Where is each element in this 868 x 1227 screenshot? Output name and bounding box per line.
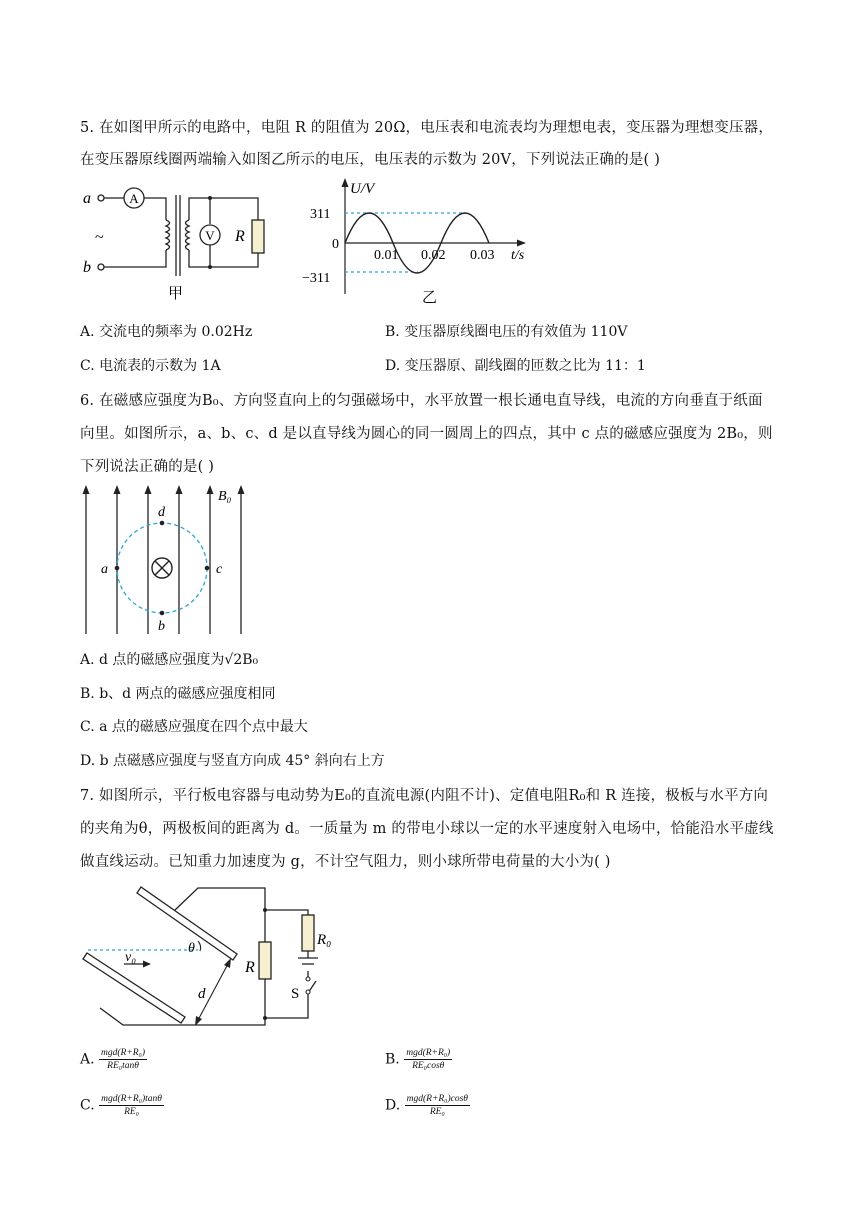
terminal-b-label: b xyxy=(83,259,91,276)
q6-magnetic-field-figure xyxy=(80,484,255,636)
ac-source-symbol: ~ xyxy=(95,229,104,246)
graph-x-axis-label: t/s xyxy=(511,248,525,263)
point-d-label: d xyxy=(158,505,165,520)
q7-stem-line2: 的夹角为θ，两极板间的距离为 d。一质量为 m 的带电小球以一定的水平速度射入电场中，恰能沿水平虚线 xyxy=(80,821,774,837)
option-d-fraction: $\frac{\text{mgd(R+R₀)cosθ}}{\text{RE₀}}$ xyxy=(406,1094,468,1117)
graph-y-axis-label: U/V xyxy=(350,181,375,197)
q7-option-c: C. $\frac{\text{mgd(R+R₀)tanθ}}{\text{RE₀}}$ xyxy=(80,1094,162,1117)
q5-stem-line1: 5. 在如图甲所示的电路中，电阻 R 的阻值为 20Ω，电压表和电流表均为理想电表，变压器为理想变压器， xyxy=(80,120,774,136)
option-a-fraction: $\frac{\text{mgd(R+R₀)}}{\text{RE₀tanθ}}$ xyxy=(101,1048,146,1071)
graph-x-tick-3: 0.03 xyxy=(470,248,495,263)
q6-option-d: D. b 点磁感应强度与竖直方向成 45° 斜向右上方 xyxy=(80,753,385,769)
resistor-r0-label: R₀ xyxy=(317,932,332,948)
q5-stem-line2: 在变压器原线圈两端输入如图乙所示的电压，电压表的示数为 20V，下列说法正确的是( ) xyxy=(80,152,661,168)
q6-stem-line1: 6. 在磁感应强度为B₀、方向竖直向上的匀强磁场中，水平放置一根长通电直导线，电流的方向垂直于纸面 xyxy=(80,393,763,409)
figure-yi-caption: 乙 xyxy=(422,290,438,306)
point-a-label: a xyxy=(101,562,108,577)
q6-option-c: C. a 点的磁感应强度在四个点中最大 xyxy=(80,719,308,735)
option-b-fraction: $\frac{\text{mgd(R+R₀)}}{\text{RE₀cosθ}}$ xyxy=(406,1048,451,1071)
q5-circuit-figure xyxy=(80,180,280,305)
voltmeter-label: V xyxy=(205,228,215,243)
distance-d-label: d xyxy=(198,986,206,1002)
resistor-r-label: R xyxy=(235,228,245,245)
velocity-v0-label: v₀ xyxy=(125,950,137,965)
q6-option-a: A. d 点的磁感应强度为√2B₀ xyxy=(80,652,259,668)
angle-theta-label: θ xyxy=(188,941,195,956)
graph-origin-label: 0 xyxy=(332,237,339,252)
graph-x-tick-2: 0.02 xyxy=(421,248,446,263)
q5-option-a: A. 交流电的频率为 0.02Hz xyxy=(80,324,253,340)
q5-voltage-graph xyxy=(300,176,540,308)
graph-y-max-label: 311 xyxy=(310,207,331,222)
q7-capacitor-circuit-figure xyxy=(80,880,340,1030)
switch-s-label: S xyxy=(291,986,300,1002)
q6-option-b: B. b、d 两点的磁感应强度相同 xyxy=(80,686,276,702)
q5-option-d: D. 变压器原、副线圈的匝数之比为 11：1 xyxy=(385,358,646,374)
q7-option-a: A. $\frac{\text{mgd(R+R₀)}}{\text{RE₀tanθ}}$ xyxy=(80,1048,146,1071)
graph-x-tick-1: 0.01 xyxy=(374,248,399,263)
q6-stem-line3: 下列说法正确的是( ) xyxy=(80,459,215,475)
terminal-a-label: a xyxy=(83,190,91,207)
q7-option-d: D. $\frac{\text{mgd(R+R₀)cosθ}}{\text{RE₀}}$ xyxy=(385,1094,468,1117)
q7-option-b: B. $\frac{\text{mgd(R+R₀)}}{\text{RE₀cosθ}}$ xyxy=(385,1048,451,1071)
q5-option-b: B. 变压器原线圈电压的有效值为 110V xyxy=(385,324,628,340)
q6-stem-line2: 向里。如图所示，a、b、c、d 是以直导线为圆心的同一圆周上的四点，其中 c 点的磁感应强度为 2B₀，则 xyxy=(80,426,773,442)
point-c-label: c xyxy=(216,562,223,577)
q5-option-c: C. 电流表的示数为 1A xyxy=(80,358,221,374)
field-b0-label: B₀ xyxy=(218,489,232,504)
ammeter-label: A xyxy=(129,191,139,206)
q7-stem-line3: 做直线运动。已知重力加速度为 g，不计空气阻力，则小球所带电荷量的大小为( ) xyxy=(80,854,611,870)
option-c-fraction: $\frac{\text{mgd(R+R₀)tanθ}}{\text{RE₀}}$ xyxy=(101,1094,162,1117)
q7-stem-line1: 7. 如图所示，平行板电容器与电动势为E₀的直流电源(内阻不计)、定值电阻R₀和 R 连接，极板与水平方向 xyxy=(80,788,769,804)
resistor-r-label: R xyxy=(245,959,255,976)
graph-y-min-label: −311 xyxy=(302,271,331,286)
figure-jia-caption: 甲 xyxy=(168,286,184,302)
point-b-label: b xyxy=(158,619,165,634)
